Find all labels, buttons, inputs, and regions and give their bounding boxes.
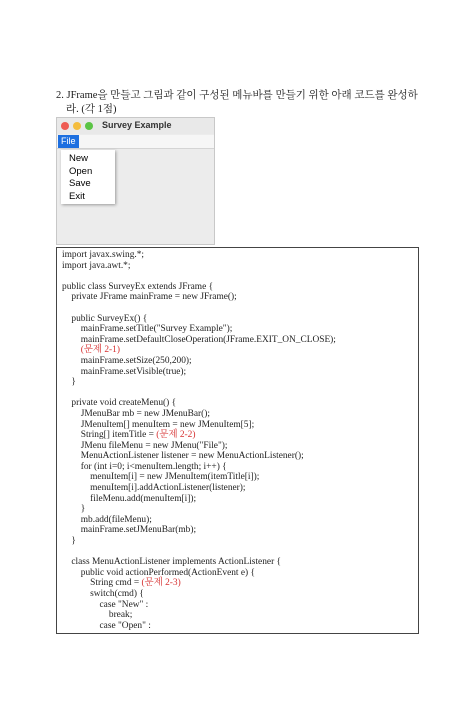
- code-line: [62, 430, 336, 441]
- code-text: }: [62, 377, 76, 388]
- code-text: fileMenu.add(menuItem[i]);: [62, 493, 197, 504]
- code-text: String[] itemTitle =: [62, 430, 157, 441]
- code-line: [62, 388, 336, 399]
- code-text: for (int i=0; i<menuItem.length; i++) {: [62, 461, 227, 472]
- code-text: mainFrame.setSize(250,200);: [62, 355, 192, 366]
- code-line: [62, 610, 336, 621]
- menu-item-open[interactable]: Open: [69, 165, 93, 177]
- menu-bar: [57, 135, 214, 149]
- maximize-dot-icon[interactable]: [85, 122, 93, 130]
- code-line: [62, 292, 336, 303]
- code-text: break;: [62, 610, 133, 621]
- code-text: import java.awt.*;: [62, 260, 131, 271]
- code-text: case "New" :: [62, 599, 149, 610]
- code-text: case "Open" :: [62, 620, 151, 631]
- code-text: public void actionPerformed(ActionEvent e) {: [62, 567, 255, 578]
- code-line: [62, 271, 336, 282]
- question-line-2: 라. (각 1점): [66, 104, 117, 115]
- code-text: private JFrame mainFrame = new JFrame();: [62, 292, 237, 303]
- code-text: menuItem[i] = new JMenuItem(itemTitle[i]);: [62, 472, 260, 483]
- code-line: [62, 324, 336, 335]
- code-text: }: [62, 536, 76, 547]
- code-line: [62, 600, 336, 611]
- blank-placeholder: (문제 2-3): [141, 578, 181, 589]
- code-line: [62, 377, 336, 388]
- code-line: [62, 367, 336, 378]
- menu-item-exit[interactable]: Exit: [69, 190, 85, 202]
- code-line: [62, 483, 336, 494]
- question-text: [56, 89, 428, 117]
- code-line: [62, 398, 336, 409]
- survey-window-screenshot: [56, 117, 215, 245]
- code-line: [62, 261, 336, 272]
- code-text: menuItem[i].addActionListener(listener);: [62, 483, 246, 494]
- code-text: private void createMenu() {: [62, 398, 177, 409]
- code-text: mainFrame.setVisible(true);: [62, 366, 187, 377]
- code-text: }: [62, 504, 86, 515]
- code-text: JMenuBar mb = new JMenuBar();: [62, 408, 210, 419]
- code-listing: [62, 250, 336, 631]
- question-line-1: 2. JFrame을 만들고 그림과 같이 구성된 메뉴바를 만들기 위한 아래 코드를 완성하: [56, 90, 418, 101]
- code-line: [62, 409, 336, 420]
- code-text: import javax.swing.*;: [62, 250, 145, 260]
- code-line: [62, 536, 336, 547]
- code-line: [62, 250, 336, 261]
- close-dot-icon[interactable]: [61, 122, 69, 130]
- code-line: [62, 282, 336, 293]
- menu-file[interactable]: File: [58, 135, 79, 148]
- code-text: mainFrame.setTitle("Survey Example");: [62, 324, 233, 335]
- code-line: [62, 420, 336, 431]
- code-line: [62, 515, 336, 526]
- code-text: public class SurveyEx extends JFrame {: [62, 281, 214, 292]
- code-box: [56, 247, 419, 634]
- code-text: class MenuActionListener implements ActionListener {: [62, 557, 282, 568]
- code-line: [62, 314, 336, 325]
- code-line: [62, 335, 336, 346]
- code-line: [62, 557, 336, 568]
- window-title: Survey Example: [102, 120, 172, 130]
- code-line: [62, 451, 336, 462]
- code-line: [62, 494, 336, 505]
- code-line: [62, 525, 336, 536]
- code-text: switch(cmd) {: [62, 589, 144, 599]
- code-text: [62, 345, 81, 355]
- blank-placeholder: (문제 2-2): [156, 430, 196, 441]
- code-line: [62, 303, 336, 314]
- code-line: [62, 547, 336, 558]
- code-line: [62, 568, 336, 579]
- code-text: JMenu fileMenu = new JMenu("File");: [62, 440, 228, 451]
- code-line: [62, 462, 336, 473]
- minimize-dot-icon[interactable]: [73, 122, 81, 130]
- code-text: public SurveyEx() {: [62, 313, 148, 324]
- code-line: [62, 345, 336, 356]
- code-text: mb.add(fileMenu);: [62, 514, 152, 525]
- code-line: [62, 504, 336, 515]
- code-line: [62, 589, 336, 600]
- file-dropdown-menu: [61, 150, 115, 204]
- window-titlebar: [57, 118, 214, 134]
- code-line: [62, 356, 336, 367]
- code-line: [62, 621, 336, 632]
- code-text: mainFrame.setDefaultCloseOperation(JFrame.EXIT_ON_CLOSE);: [62, 334, 336, 345]
- menu-item-new[interactable]: New: [69, 153, 89, 164]
- code-line: [62, 441, 336, 452]
- menu-item-save[interactable]: Save: [69, 178, 91, 189]
- code-line: [62, 472, 336, 483]
- code-text: String cmd =: [62, 578, 142, 589]
- code-line: [62, 578, 336, 589]
- blank-placeholder: (문제 2-1): [80, 345, 120, 356]
- code-text: JMenuItem[] menuItem = new JMenuItem[5];: [62, 419, 255, 430]
- code-text: mainFrame.setJMenuBar(mb);: [62, 525, 197, 536]
- code-text: MenuActionListener listener = new MenuActionListener();: [62, 451, 304, 462]
